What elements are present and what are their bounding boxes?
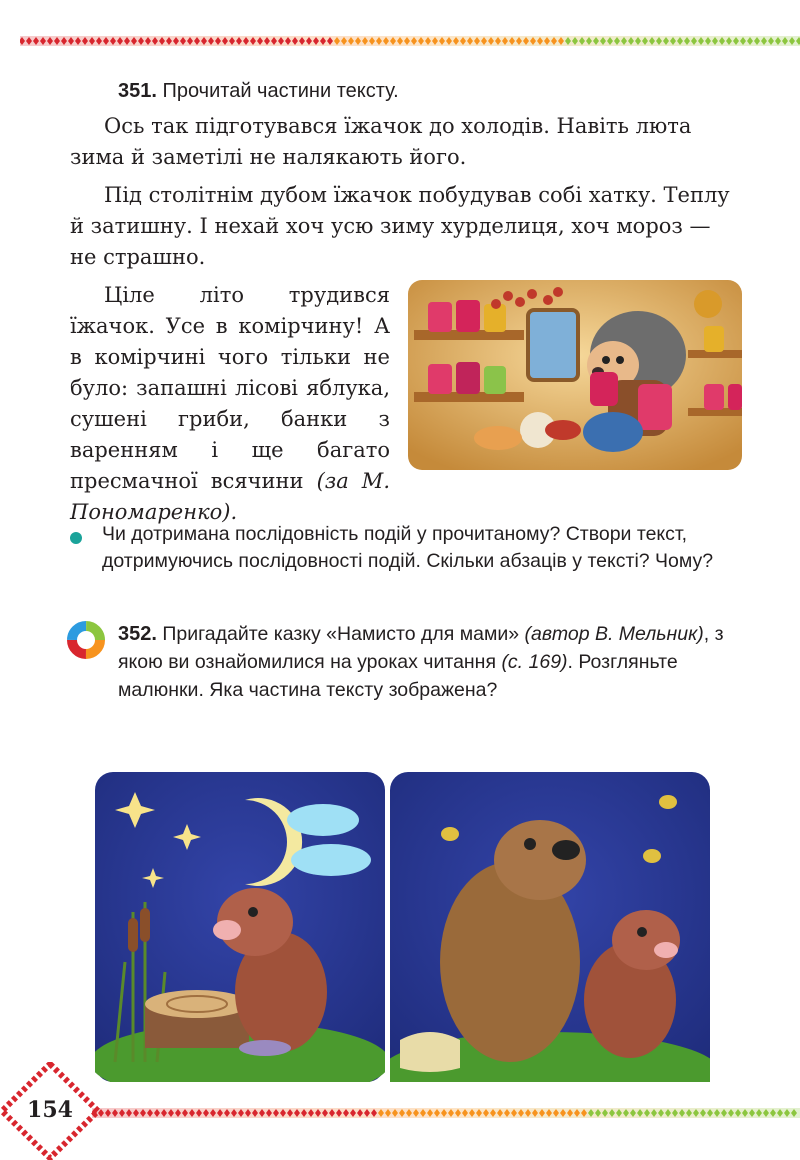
hedgehog-pantry-illustration	[408, 280, 742, 470]
task-352-number: 352.	[118, 623, 157, 645]
page-number: 154	[27, 1097, 73, 1123]
two-beavers-night-illustration	[390, 772, 710, 1082]
tree-stump	[145, 990, 249, 1048]
task-number: 351.	[118, 80, 157, 102]
text-paragraph-1: Ось так підготувався їжачок до холодів. Навіть люта зима й заметілі не налякають його.	[70, 114, 692, 169]
top-ornament-border	[20, 36, 800, 46]
task-instruction: Прочитай частини тексту.	[162, 80, 399, 102]
group-task-ring-icon	[66, 620, 106, 660]
questions-text: Чи дотримана послідовність подій у прочитаному? Створи текст, дотримуючись послідовності подій. Скільки абзаців у тексті? Чому?	[102, 523, 714, 572]
text-paragraph-2: Під столітнім дубом їжачок побудував собі хатку. Теплу й затишну. І нехай хоч усю зиму хурделиця, хоч мороз — не страшно.	[70, 183, 730, 269]
task-352: 352. Пригадайте казку «Намисто для мами» (автор В. Мельник), з якою ви ознайомилися на уроках читання (с. 169). Розгляньте малюнки. Яка частина тексту зображена?	[118, 623, 724, 701]
task-351-heading	[118, 80, 399, 103]
bullet-dot	[70, 532, 82, 544]
text-paragraph-3: Ціле літо трудився їжачок. Усе в комірчину! А в комірчині чого тільки не було: запашні лісові яблука, сушені гриби, банки з варенням і ще багато пресмачної всячини (за М. Пономаренко).	[70, 283, 390, 524]
beaver-stump-night-illustration	[95, 772, 385, 1082]
author-attribution: (за М. Пономаренко).	[70, 469, 390, 524]
bottom-ornament-border	[92, 1108, 800, 1118]
